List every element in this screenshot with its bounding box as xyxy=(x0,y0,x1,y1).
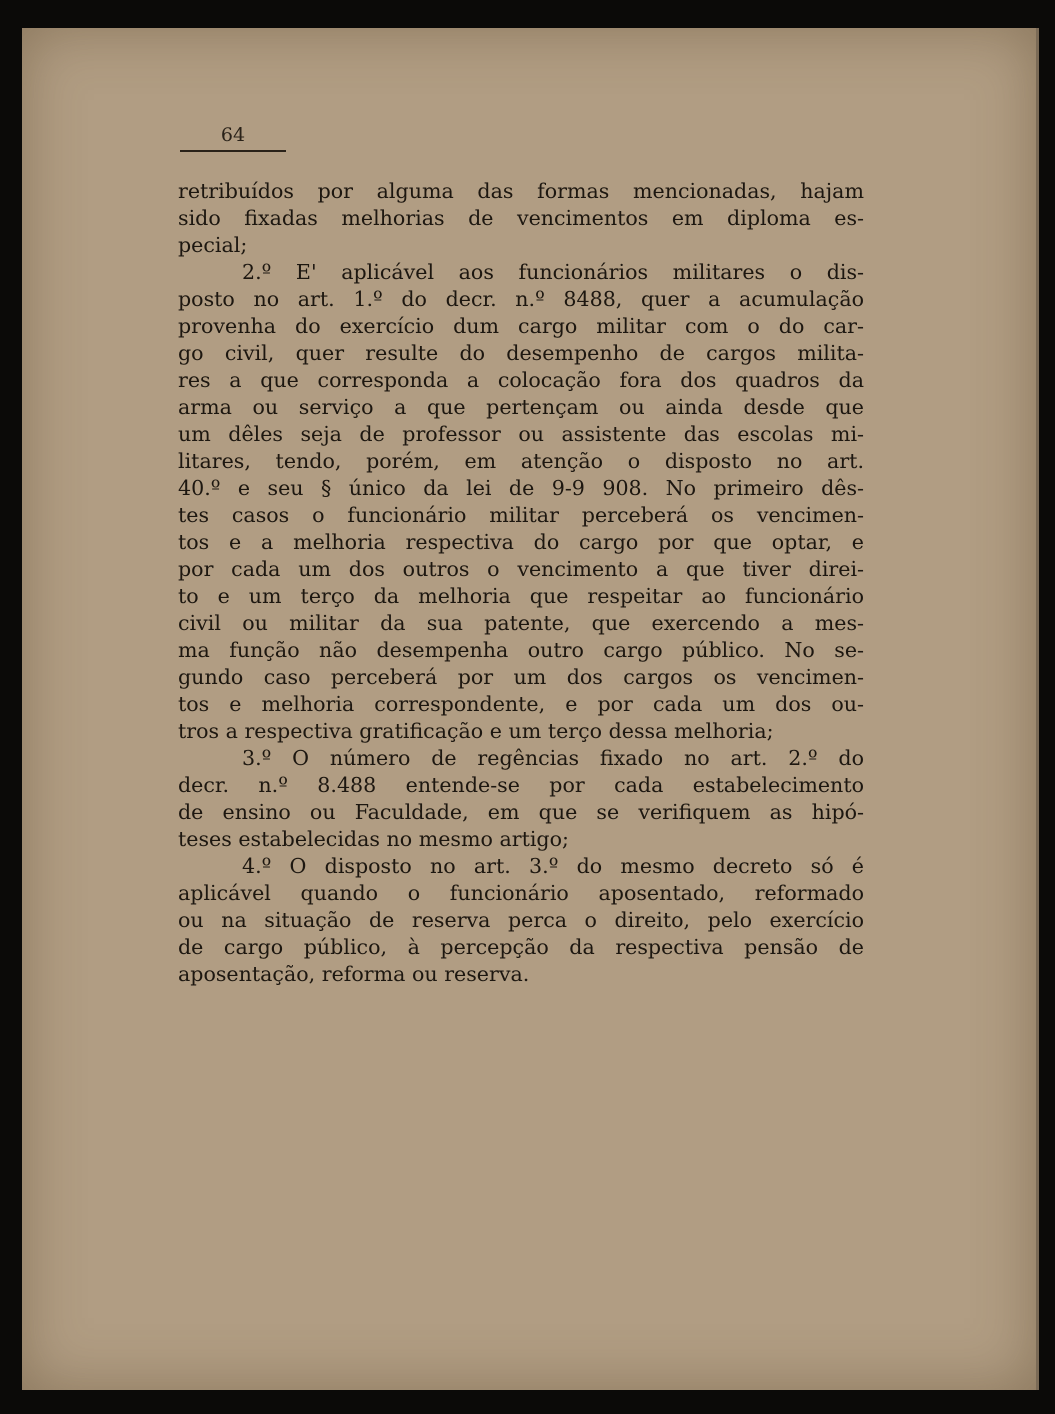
text-line: ou na situação de reserva perca o direito, pelo exercício xyxy=(178,908,864,932)
text-line: 2.º E' aplicável aos funcionários militares o dis- xyxy=(242,260,864,284)
text-line: gundo caso perceberá por um dos cargos os vencimen- xyxy=(178,665,864,689)
text-line: aposentação, reforma ou reserva. xyxy=(178,962,530,986)
text-line: posto no art. 1.º do decr. n.º 8488, quer a acumulação xyxy=(178,287,864,311)
text-line: um dêles seja de professor ou assistente das escolas mi- xyxy=(178,422,864,446)
text-line: provenha do exercício dum cargo militar com o do car- xyxy=(178,314,864,338)
text-line: to e um terço da melhoria que respeitar ao funcionário xyxy=(178,584,864,608)
text-line: litares, tendo, porém, em atenção o disposto no art. xyxy=(178,449,864,473)
text-line: arma ou serviço a que pertençam ou ainda desde que xyxy=(178,395,864,419)
text-line: 3.º O número de regências fixado no art. 2.º do xyxy=(242,746,864,770)
body-text xyxy=(178,178,864,988)
text-line: civil ou militar da sua patente, que exercendo a mes- xyxy=(178,611,864,635)
text-line: por cada um dos outros o vencimento a que tiver direi- xyxy=(178,557,864,581)
text-line: aplicável quando o funcionário aposentado, reformado xyxy=(178,881,864,905)
text-line: teses estabelecidas no mesmo artigo; xyxy=(178,827,569,851)
text-line: retribuídos por alguma das formas mencionadas, hajam xyxy=(178,179,864,203)
text-line: sido fixadas melhorias de vencimentos em diploma es- xyxy=(178,206,864,230)
text-line: de ensino ou Faculdade, em que se verifiquem as hipó- xyxy=(178,800,864,824)
text-line: tros a respectiva gratificação e um terço dessa melhoria; xyxy=(178,719,774,743)
text-line: decr. n.º 8.488 entende-se por cada estabelecimento xyxy=(178,773,864,797)
text-line: 40.º e seu § único da lei de 9-9 908. No primeiro dês- xyxy=(178,476,864,500)
text-line: tos e melhoria correspondente, e por cada um dos ou- xyxy=(178,692,864,716)
text-line: res a que corresponda a colocação fora dos quadros da xyxy=(178,368,864,392)
text-line: tes casos o funcionário militar perceberá os vencimen- xyxy=(178,503,864,527)
text-line: ma função não desempenha outro cargo público. No se- xyxy=(178,638,864,662)
text-line: go civil, quer resulte do desempenho de cargos milita- xyxy=(178,341,864,365)
text-line: de cargo público, à percepção da respectiva pensão de xyxy=(178,935,864,959)
page-number: 64 xyxy=(180,124,286,152)
text-line: 4.º O disposto no art. 3.º do mesmo decreto só é xyxy=(242,854,864,878)
text-line: pecial; xyxy=(178,233,248,257)
text-line: tos e a melhoria respectiva do cargo por que optar, e xyxy=(178,530,864,554)
